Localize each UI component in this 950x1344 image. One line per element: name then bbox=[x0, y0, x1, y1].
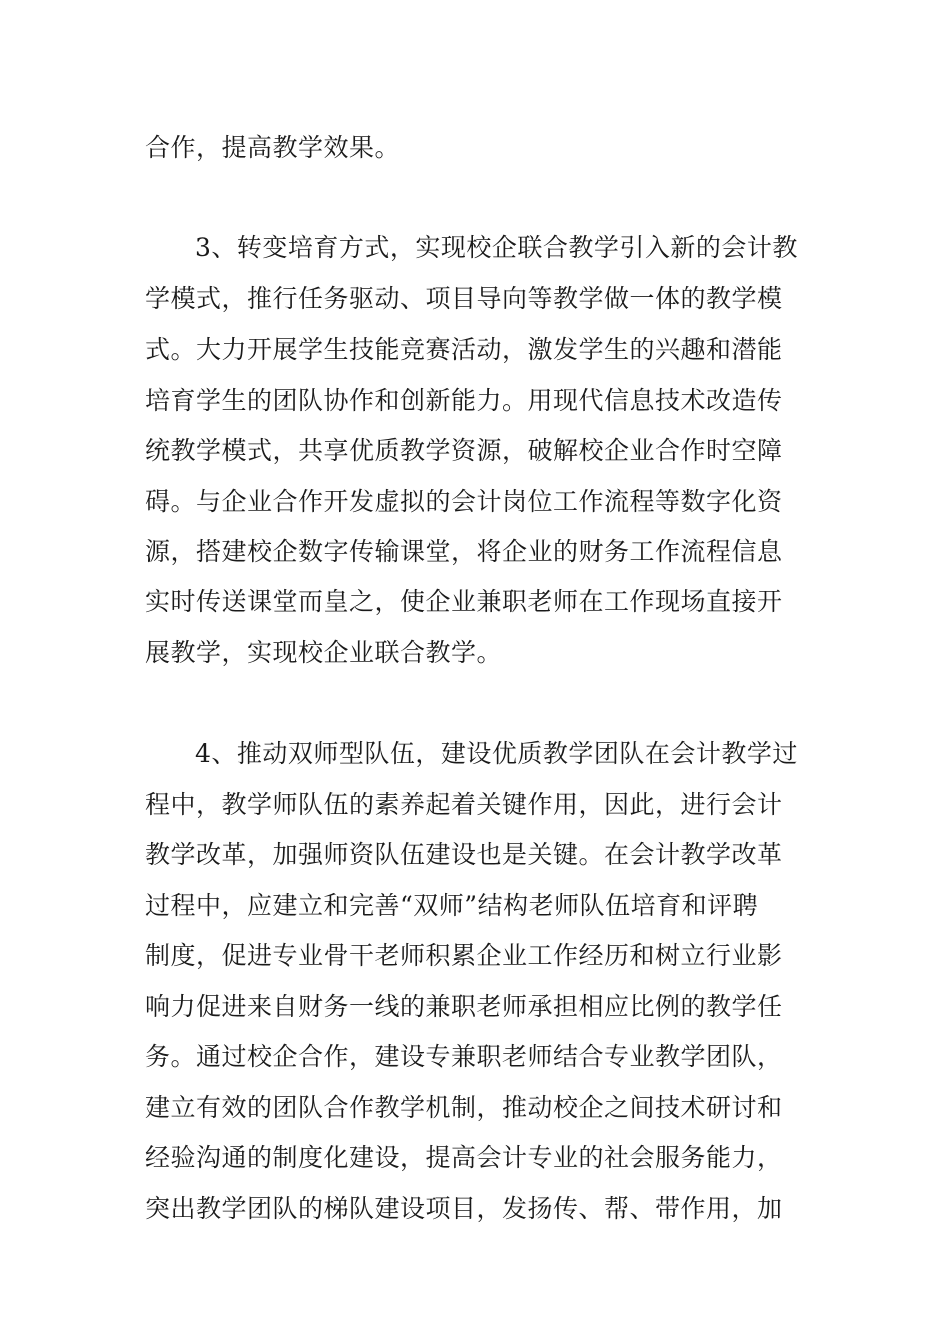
text-line: 过程中，应建立和完善“双师”结构老师队伍培育和评聘 bbox=[145, 891, 759, 920]
text-line: 务。通过校企合作，建设专兼职老师结合专业教学团队， bbox=[145, 1042, 783, 1071]
text-line: 统教学模式，共享优质教学资源，破解校企业合作时空障 bbox=[145, 436, 783, 465]
text-line: 源，搭建校企数字传输课堂，将企业的财务工作流程信息 bbox=[145, 537, 783, 566]
text-line: 培育学生的团队协作和创新能力。用现代信息技术改造传 bbox=[145, 386, 783, 415]
text-line: 碍。与企业合作开发虚拟的会计岗位工作流程等数字化资 bbox=[145, 487, 783, 516]
text-line: 突出教学团队的梯队建设项目，发扬传、帮、带作用，加 bbox=[145, 1194, 783, 1223]
text-line: 教学改革，加强师资队伍建设也是关键。在会计教学改革 bbox=[145, 840, 783, 869]
text-line: 经验沟通的制度化建设，提高会计专业的社会服务能力， bbox=[145, 1143, 783, 1172]
text-line: 建立有效的团队合作教学机制，推动校企之间技术研讨和 bbox=[145, 1093, 783, 1122]
text-line: 制度，促进专业骨干老师积累企业工作经历和树立行业影 bbox=[145, 941, 783, 970]
text-line: 程中，教学师队伍的素养起着关键作用，因此，进行会计 bbox=[145, 790, 783, 819]
text-line: 实时传送课堂而皇之，使企业兼职老师在工作现场直接开 bbox=[145, 587, 783, 616]
text-line: 式。大力开展学生技能竞赛活动，激发学生的兴趣和潜能 bbox=[145, 335, 783, 364]
text-line: 学模式，推行任务驱动、项目导向等教学做一体的教学模 bbox=[145, 284, 783, 313]
text-line: 响力促进来自财务一线的兼职老师承担相应比例的教学任 bbox=[145, 992, 783, 1021]
paragraph-4-first-line: 4、推动双师型队伍，建设优质教学团队在会计教学过 bbox=[195, 739, 798, 768]
paragraph-3-first-line: 3、转变培育方式，实现校企联合教学引入新的会计教 bbox=[195, 233, 798, 262]
text-line: 合作，提高教学效果。 bbox=[145, 133, 401, 162]
text-line: 展教学，实现校企业联合教学。 bbox=[145, 638, 503, 667]
